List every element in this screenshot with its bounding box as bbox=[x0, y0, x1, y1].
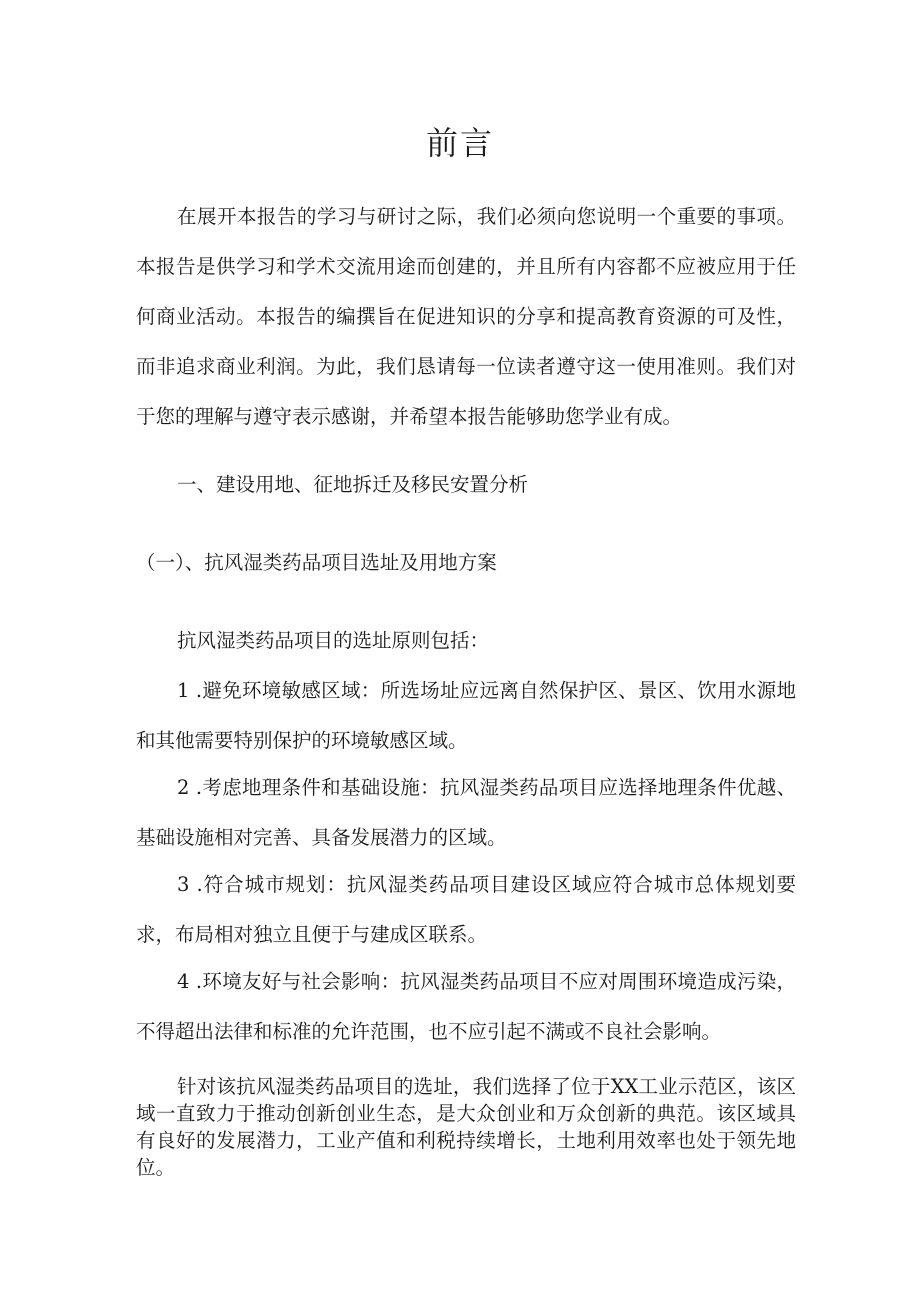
preface-paragraph: 在展开本报告的学习与研讨之际，我们必须向您说明一个重要的事项。本报告是供学习和学术交流用途而创建的，并且所有内容都不应被应用于任何商业活动。本报告的编撰旨在促进知识的分享和提高教育资源的可及性，而非追求商业利润。为此，我们恳请每一位读者遵守这一使用准则。我们对于您的理解与遵守表示感谢，并希望本报告能够助您学业有成。 bbox=[136, 205, 796, 428]
principles-intro: 抗风湿类药品项目的选址原则包括： bbox=[177, 629, 490, 652]
subsection-heading: （一）、抗风湿类药品项目选址及用地方案 bbox=[136, 551, 497, 574]
principle-item-2: 2 .考虑地理条件和基础设施：抗风湿类药品项目应选择地理条件优越、基础设施相对完善、具备发展潜力的区域。 bbox=[136, 776, 796, 849]
principle-item-3: 3 .符合城市规划：抗风湿类药品项目建设区域应符合城市总体规划要求，布局相对独立且便于与建成区联系。 bbox=[136, 873, 796, 946]
principle-item-1: 1 .避免环境敏感区域：所选场址应远离自然保护区、景区、饮用水源地和其他需要特别保护的环境敏感区域。 bbox=[136, 679, 796, 752]
page-title: 前言 bbox=[425, 124, 494, 162]
principle-item-4: 4 .环境友好与社会影响：抗风湿类药品项目不应对周围环境造成污染，不得超出法律和标准的允许范围，也不应引起不满或不良社会影响。 bbox=[136, 970, 796, 1043]
site-description-paragraph: 针对该抗风湿类药品项目的选址，我们选择了位于XX工业示范区，该区域一直致力于推动创新创业生态，是大众创业和万众创新的典范。该区域具有良好的发展潜力，工业产值和利税持续增长，土地利用效率也处于领先地位。 bbox=[136, 1075, 796, 1179]
section-heading: 一、建设用地、征地拆迁及移民安置分析 bbox=[177, 473, 529, 496]
